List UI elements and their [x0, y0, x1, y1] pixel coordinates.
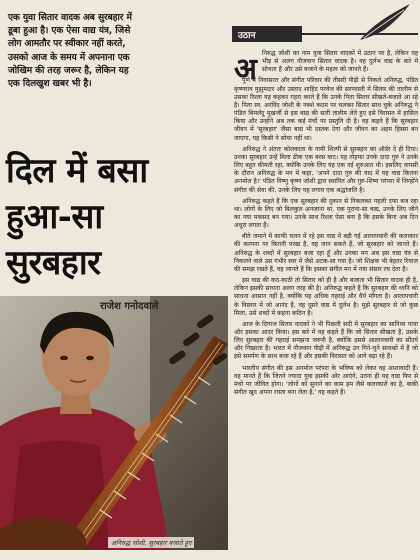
- intro-line: डूबा हुआ है। एक ऐसा वाद्य यंत्र, जिसे: [8, 26, 131, 37]
- section-label: उठान: [238, 31, 256, 41]
- intro-line: जोखिम की तरह जरूर है, लेकिन यह: [8, 65, 129, 76]
- feather-logo-icon: [354, 2, 416, 42]
- article-paragraph: अनिरुद्ध कहते हैं कि एक सुरबहार की दुकान से निकलकर पहली दफा बज रहा था। लोगों के लिए जो बिलकुल अनजाना था, एक पुराना-सा वाद्य, उनके लिए जीने का नया मकसद बन गया। उनके साथ रिश्ता ऐसा बना है कि इसके बिना अब दिन अधूरा लगता है।: [234, 197, 418, 230]
- article-paragraph: आज के दिग्गज सितार वादकों ने भी पिछली सदी में सुरबहार का सानिध्य पाया और इसका आदर किया। इस बारे में वह कहते हैं कि जो सितार सीखता है, उसके लिए सुरबहार की गहराई समझना जरूरी है, क्योंकि इससे आलापचारी का सौंदर्य और निखरता है। भारत में नौजवान पीढ़ी में अनिरुद्ध उन गिने-चुने साधकों में हैं जो इसे समर्पण के साथ बजा रहे हैं और इसकी विरासत को आगे बढ़ा रहे हैं।: [234, 320, 418, 361]
- headline-line: दिल में बसा: [6, 151, 148, 191]
- article-paragraph: भारतीय संगीत की इस अनमोल परंपरा के भविष्य को लेकर वह आशावादी हैं। वह मानते हैं कि जितने ज्यादा युवा इसकी ओर आएंगे, उतना ही यह वाद्य फिर से मंचों पर जीवित होगा। 'लोगों को सुनाने का काम हम जैसे कलाकारों का है, बाकी संगीत खुद अपना रास्ता बना लेता है,' वह कहते हैं।: [234, 364, 418, 397]
- intro-line: लोग आमतौर पर स्वीकार नहीं करते,: [8, 39, 126, 50]
- article-paragraph: बीते जमाने में काफी चलन में रहे इस वाद्य में बड़ी गई आलापचारी की कलाकार की कल्पना पर कितनी परख है, वह जान सकते हैं, जो सुरबहार को जानते हैं। अनिरुद्ध के शब्दों में सुरबहार बजा रहा हूँ और उनका मन अब इस वाद्य यंत्र से निकलने वाले उस गंभीर स्वर में जैसे अटक-सा गया है। जो शिक्षक भी बेहतर रियाज की समझ रखते हैं, वह जानते हैं कि इसका संगीत मन में नया संसार रच देता है।: [234, 233, 418, 273]
- headline-line: हुआ-सा: [6, 197, 103, 237]
- intro-line: उसको आज के समय में अपनाना एक: [8, 52, 130, 63]
- section-tag: [232, 26, 302, 42]
- article-dropcap: अ: [234, 52, 257, 87]
- article-body: [234, 50, 418, 400]
- article-paragraph: निरुद्ध जोशी का नाम युवा सितार वादकों में उठान पर है, लेकिन वह भीड़ से अलग नौजवान सितार वादक है। वह दुर्लभ वाद्य के बारे में सोचता है और उसे बजाने के महत्व को जानते हैं।: [262, 50, 418, 74]
- intro-line: एक युवा सितार वादक अब सुरबहार में: [8, 13, 132, 23]
- intro-blurb: [8, 12, 224, 91]
- right-column: [230, 0, 420, 560]
- article-paragraph: इस वाद्य की कद-काठी तो सितार को ही है और बजाता भी सितार वादक ही है, लेकिन इसकी साधना अलग तरह की है। अनिरुद्ध कहते हैं कि सुरबहार की ध्वनि को साधना आसान नहीं है, क्योंकि यह अधिक गहराई और धैर्य माँगता है। आलापचारी के विस्तार में जो आनंद है, वह दूसरे वाद्य में दुर्लभ है। मुझे सुरबहार से जो कुछ मिला, उसे शब्दों में कहना कठिन है।: [234, 277, 418, 317]
- article-paragraph: अनिरुद्ध ने अंततः कोलकाता के नामी शिल्पी से सुरबहार का ऑर्डर दे ही दिया। उनका सुरबहार उन्हें मिला ठीक एक बरस बाद। यह तोहफा उनके दादा गुरु ने उनके लिए बहुत कीमती रहा, क्योंकि उनके लिए यह एक नई शुरुआत थी। इसलिए वापसी के दौरान अनिरुद्ध के मन में कहा, 'अपने दादा गुरु की याद में यह वाद्य कितना अनमोल है।' पंडित विष्णु कृष्ण जोशी द्वारा स्थापित और गुरु-शिष्य परंपरा में जिन्होंने संगीत की सेवा की, उनके लिए यह लगाव एक श्रद्धांजलि है।: [234, 145, 418, 194]
- photo-caption: अनिरुद्ध जोशी, सुरबहार बजाते हुए: [108, 537, 194, 548]
- musician-photo-illustration: [0, 296, 228, 550]
- headline: [6, 148, 226, 286]
- byline: राजेश गनोदवाले: [100, 301, 159, 312]
- article-paragraph: पुणे में निवासरत और संगीत परिवार की तीसरी पीढ़ी से निकले अनिरुद्ध, पंडित कृष्णराव मुझुमदार और उस्ताद शाहिद परवेज की सरपरस्ती में सितार की तालीम से उसका रिश्ता यह कहकर गहरा करते हैं कि उनके पिता सितार सीखते-बजाते आ रहे हैं। पिता स्व. अरविंद जोशी के नक्शे कदम पर चलकर सितार साध चुके अनिरुद्ध ने पंडित बिमलेंदु मुखर्जी से इस बाद्य की सारी तालीम लेते हुए इसे विरासत में हासिल किया और उन्होंने अब तक कई मंचों पर प्रस्तुति दी है। वह कहते हैं कि सुरबहार जीवन में 'सुरबहार' जैसा बाद्य भी दस्तक देगा और जीवन का अहम हिस्सा बन जाएगा, यह किसी ने सोचा नहीं था।: [234, 77, 418, 142]
- headline-line: सुरबहार: [6, 243, 101, 283]
- musician-photo: [0, 296, 228, 550]
- intro-line: एक दिलखुश खबर भी है।: [8, 79, 92, 90]
